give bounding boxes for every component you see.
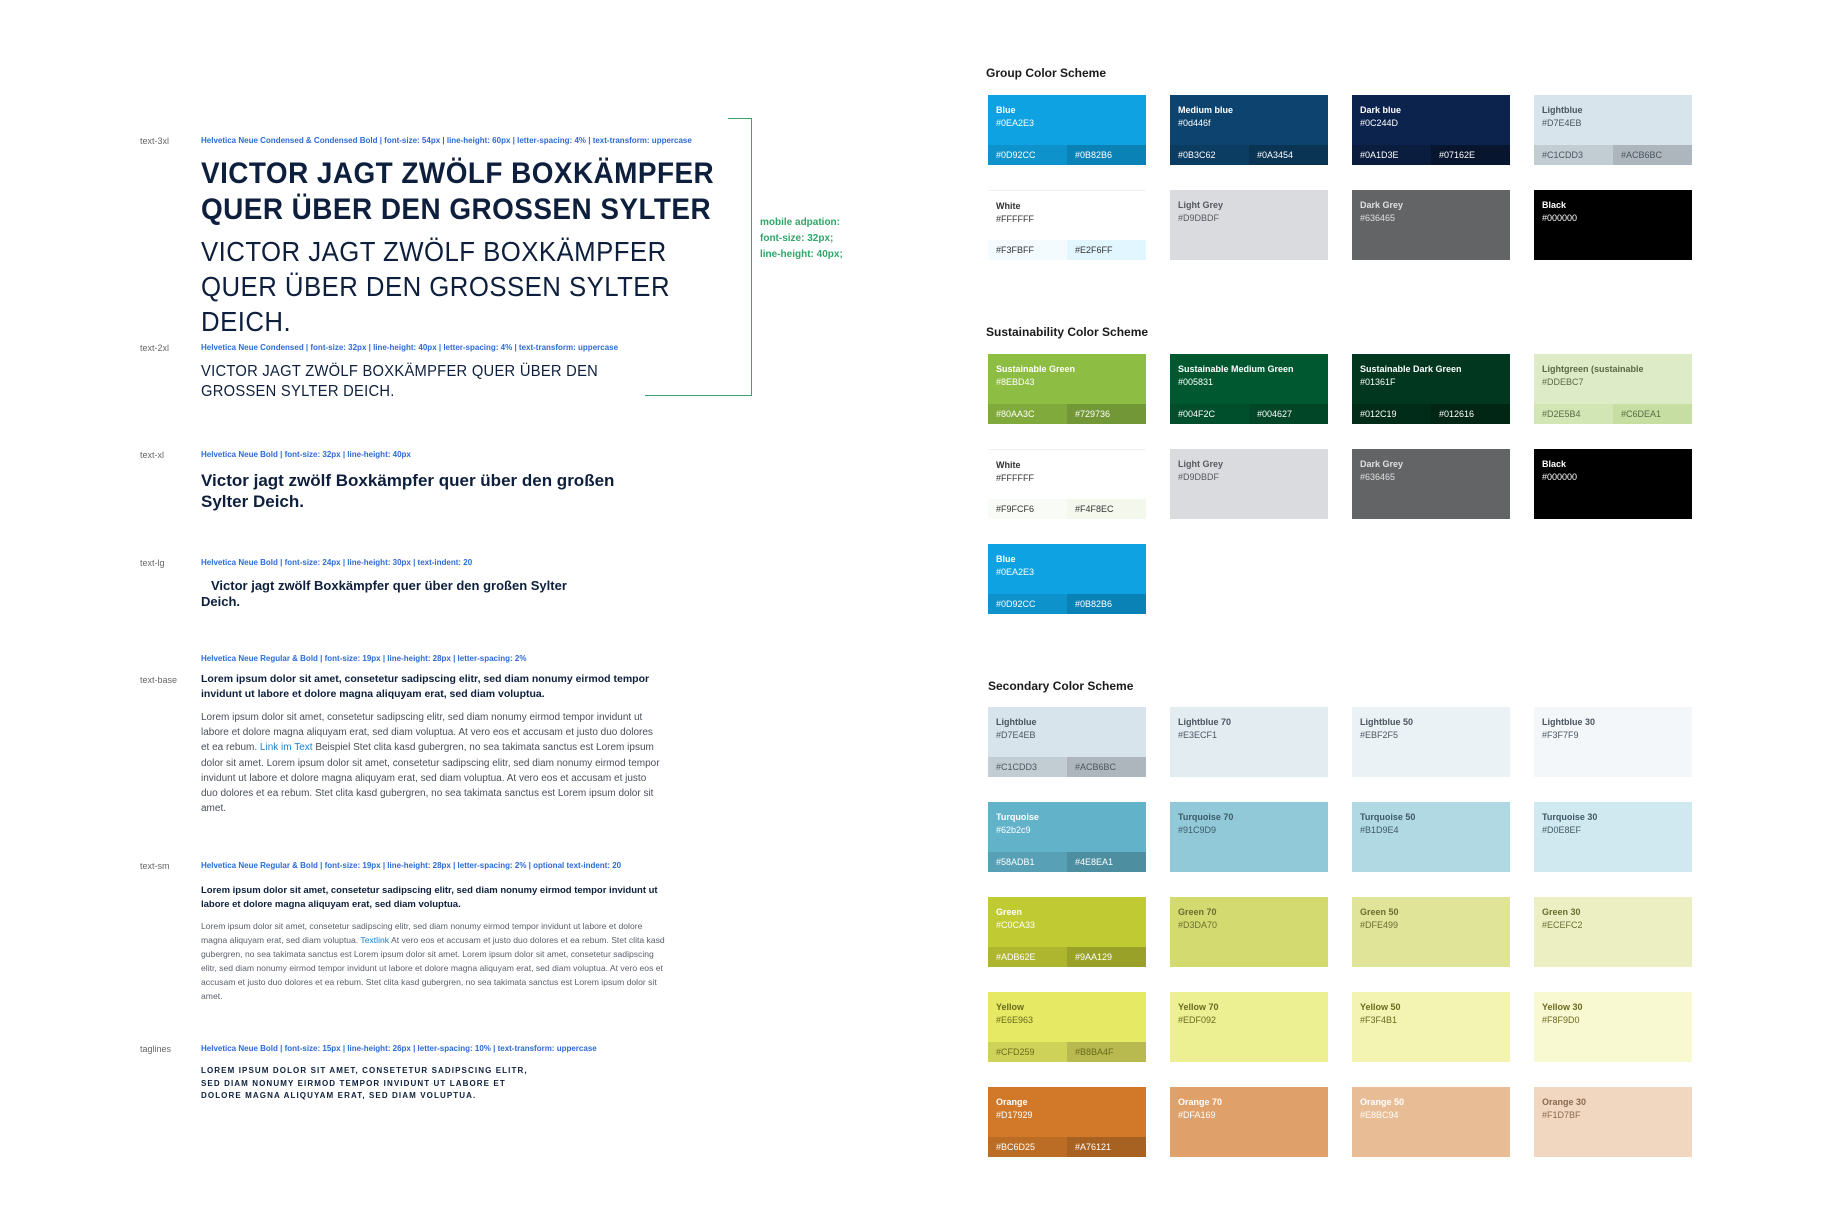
color-swatch-sustainable-dark-green	[1352, 354, 1510, 424]
swatch-tints	[988, 1137, 1146, 1157]
swatch-name: Yellow 70	[1178, 1002, 1219, 1012]
color-swatch-orange-70	[1170, 1087, 1328, 1157]
swatch-tints	[1534, 404, 1692, 424]
swatch-tints	[988, 240, 1146, 260]
swatch-name: Yellow	[996, 1002, 1025, 1012]
color-swatch-blue	[988, 95, 1146, 165]
swatch-hex: #C0CA33	[996, 920, 1036, 930]
color-swatch-green-30	[1534, 897, 1692, 967]
color-swatch-dark-grey	[1352, 449, 1510, 519]
tint-chip: #012616	[1431, 404, 1510, 424]
tint-chip: #B8BA4F	[1067, 1042, 1146, 1062]
swatch-hex: #62b2c9	[996, 825, 1031, 835]
tint-chip: #58ADB1	[988, 852, 1067, 872]
swatch-name: Black	[1542, 200, 1567, 210]
swatch-name: Turquoise 70	[1178, 812, 1234, 822]
tint-chip: #07162E	[1431, 145, 1510, 165]
color-swatch-sustainable-green	[988, 354, 1146, 424]
color-swatch-light-grey	[1170, 449, 1328, 519]
swatch-hex: #F8F9D0	[1542, 1015, 1580, 1025]
tint-chip: #F3FBFF	[988, 240, 1067, 260]
swatch-name: Blue	[996, 554, 1016, 564]
swatch-hex: #D7E4EB	[996, 730, 1036, 740]
swatch-tints	[988, 594, 1146, 614]
swatch-hex: #D9DBDF	[1178, 472, 1220, 482]
swatch-name: Orange 50	[1360, 1097, 1405, 1107]
swatch-hex: #ECEFC2	[1542, 920, 1583, 930]
swatch-name: Green 50	[1360, 907, 1399, 917]
color-swatch-green-50	[1352, 897, 1510, 967]
swatch-name: Green 30	[1542, 907, 1581, 917]
color-swatch-light-grey	[1170, 190, 1328, 260]
color-swatch-yellow-70	[1170, 992, 1328, 1062]
scheme-title-group: Group Color Scheme	[986, 66, 1107, 80]
spec-text-sm: Helvetica Neue Regular & Bold | font-size: 19px | line-height: 28px | letter-spacing: 2% | optional text-indent: 20	[201, 861, 622, 870]
swatch-hex: #F1D7BF	[1542, 1110, 1581, 1120]
swatch-hex: #FFFFFF	[996, 473, 1034, 483]
mobile-note-line: mobile adpation:	[760, 217, 840, 228]
swatch-hex: #636465	[1360, 472, 1396, 482]
tint-chip: #C6DEA1	[1613, 404, 1692, 424]
tint-chip: #C1CDD3	[988, 757, 1067, 777]
tint-chip: #0B82B6	[1067, 145, 1146, 165]
color-swatch-medium-blue	[1170, 95, 1328, 165]
tint-chip: #CFD259	[988, 1042, 1067, 1062]
color-swatch-orange	[988, 1087, 1146, 1157]
swatch-name: Orange	[996, 1097, 1028, 1107]
tint-chip: #012C19	[1352, 404, 1431, 424]
swatch-hex: #D17929	[996, 1110, 1033, 1120]
color-swatch-dark-grey	[1352, 190, 1510, 260]
swatch-name: Black	[1542, 459, 1567, 469]
tint-chip: #E2F6FF	[1067, 240, 1146, 260]
sample-text-xl: Victor jagt zwölf Boxkämpfer quer über den großen Sylter Deich.	[201, 471, 615, 511]
swatch-hex: #D0E8EF	[1542, 825, 1582, 835]
scheme-title-secondary: Secondary Color Scheme	[988, 679, 1134, 693]
swatch-hex: #F3F7F9	[1542, 730, 1579, 740]
swatch-hex: #0EA2E3	[996, 118, 1035, 128]
spec-text-base: Helvetica Neue Regular & Bold | font-size: 19px | line-height: 28px | letter-spacing: 2%	[201, 654, 527, 663]
swatch-name: White	[996, 201, 1021, 211]
sample-text-2xl: VICTOR JAGT ZWÖLF BOXKÄMPFER QUER ÜBER DEN GROSSEN SYLTER DEICH.	[201, 363, 599, 400]
scheme-title-sustainability: Sustainability Color Scheme	[986, 325, 1149, 339]
swatch-hex: #0d446f	[1178, 118, 1211, 128]
swatch-name: Lightblue	[1542, 105, 1583, 115]
swatch-tints	[988, 1042, 1146, 1062]
color-swatch-lightblue-30	[1534, 707, 1692, 777]
swatch-hex: #E3ECF1	[1178, 730, 1218, 740]
color-swatch-yellow	[988, 992, 1146, 1062]
row-label-text-2xl: text-2xl	[140, 343, 170, 353]
swatch-hex: #B1D9E4	[1360, 825, 1399, 835]
tint-chip: #729736	[1067, 404, 1146, 424]
swatch-hex: #01361F	[1360, 377, 1396, 387]
body-text: Lorem ipsum dolor sit amet, consetetur sadipscing elitr, sed diam nonumy eirmod tempor invidunt ut labore et dolore magna aliquyam erat, sed diam voluptua.	[201, 921, 643, 945]
swatch-tints	[1352, 404, 1510, 424]
swatch-name: Yellow 30	[1542, 1002, 1583, 1012]
swatch-tints	[988, 852, 1146, 872]
mobile-bracket-top	[728, 118, 752, 119]
spec-text-3xl: Helvetica Neue Condensed & Condensed Bold | font-size: 54px | line-height: 60px | letter-spacing: 4% | text-transform: uppercase	[201, 136, 692, 145]
tint-chip: #0B82B6	[1067, 594, 1146, 614]
tint-chip: #9AA129	[1067, 947, 1146, 967]
sample-text-3xl-regular: VICTOR JAGT ZWÖLF BOXKÄMPFER QUER ÜBER DEN GROSSEN SYLTER DEICH.	[201, 236, 671, 337]
swatch-hex: #EDF092	[1178, 1015, 1217, 1025]
swatch-tints	[1352, 145, 1510, 165]
color-swatch-black	[1534, 190, 1692, 260]
swatch-tints	[1170, 404, 1328, 424]
swatch-tints	[988, 145, 1146, 165]
row-label-text-3xl: text-3xl	[140, 136, 170, 146]
mobile-note-line: line-height: 40px;	[760, 249, 843, 260]
mobile-adaption-note	[760, 215, 843, 263]
tint-chip: #C1CDD3	[1534, 145, 1613, 165]
color-swatch-white	[988, 449, 1146, 519]
swatch-hex: #EBF2F5	[1360, 730, 1399, 740]
color-swatch-green-70	[1170, 897, 1328, 967]
swatch-name: Turquoise	[996, 812, 1039, 822]
swatch-name: Lightgreen (sustainable	[1542, 364, 1644, 374]
tint-chip: #0D92CC	[988, 145, 1067, 165]
tint-chip: #F4F8EC	[1067, 499, 1146, 519]
spec-text-lg: Helvetica Neue Bold | font-size: 24px | line-height: 30px | text-indent: 20	[201, 558, 473, 567]
spec-text-2xl: Helvetica Neue Condensed | font-size: 32px | line-height: 40px | letter-spacing: 4% | text-transform: uppercase	[201, 343, 619, 352]
sample-text-base-body	[201, 710, 661, 816]
sample-tagline: LOREM IPSUM DOLOR SIT AMET, CONSETETUR SADIPSCING ELITR, SED DIAM NONUMY EIRMOD TEMPOR INVIDUNT UT LABORE ET DOLORE MAGNA ALIQUYAM ERAT, SED DIAM VOLUPTUA.	[201, 1066, 528, 1100]
swatch-name: Green 70	[1178, 907, 1217, 917]
swatch-name: Lightblue	[996, 717, 1037, 727]
color-swatch-turquoise-70	[1170, 802, 1328, 872]
color-swatch-lightblue	[988, 707, 1146, 777]
color-swatch-lightgreen-sustainable	[1534, 354, 1692, 424]
swatch-hex: #DFE499	[1360, 920, 1399, 930]
color-swatch-lightblue-50	[1352, 707, 1510, 777]
swatch-name: Orange 70	[1178, 1097, 1223, 1107]
tint-chip: #D2E5B4	[1534, 404, 1613, 424]
swatch-hex: #636465	[1360, 213, 1396, 223]
sample-text-sm-body	[201, 919, 671, 1003]
swatch-tints	[988, 499, 1146, 519]
tint-chip: #ADB62E	[988, 947, 1067, 967]
swatch-tints	[988, 947, 1146, 967]
mobile-note-line: font-size: 32px;	[760, 233, 834, 244]
swatch-name: Light Grey	[1178, 459, 1224, 469]
color-swatch-green	[988, 897, 1146, 967]
swatch-hex: #91C9D9	[1178, 825, 1217, 835]
swatch-hex: #0EA2E3	[996, 567, 1035, 577]
row-label-text-xl: text-xl	[140, 450, 165, 460]
tint-chip: #ACB6BC	[1067, 757, 1146, 777]
swatch-tints	[988, 757, 1146, 777]
mobile-bracket-line	[751, 118, 752, 396]
color-swatch-yellow-30	[1534, 992, 1692, 1062]
tint-chip: #004627	[1249, 404, 1328, 424]
mobile-bracket-bottom	[645, 395, 752, 396]
swatch-name: White	[996, 460, 1021, 470]
swatch-name: Lightblue 50	[1360, 717, 1414, 727]
row-label-text-lg: text-lg	[140, 558, 165, 568]
color-swatch-turquoise-50	[1352, 802, 1510, 872]
swatch-hex: #000000	[1542, 213, 1578, 223]
tint-chip: #A76121	[1067, 1137, 1146, 1157]
swatch-hex: #005831	[1178, 377, 1214, 387]
color-swatch-turquoise	[988, 802, 1146, 872]
tint-chip: #004F2C	[1170, 404, 1249, 424]
spec-taglines: Helvetica Neue Bold | font-size: 15px | line-height: 26px | letter-spacing: 10% | text-transform: uppercase	[201, 1044, 597, 1053]
color-swatch-blue	[988, 544, 1146, 614]
swatch-name: Lightblue 70	[1178, 717, 1232, 727]
sample-text-3xl-bold: VICTOR JAGT ZWÖLF BOXKÄMPFER QUER ÜBER DEN GROSSEN SYLTER	[201, 157, 715, 226]
swatch-name: Dark Grey	[1360, 200, 1404, 210]
swatch-name: Turquoise 50	[1360, 812, 1416, 822]
sample-text-sm-bold: Lorem ipsum dolor sit amet, consetetur sadipscing elitr, sed diam nonumy eirmod tempor invidunt ut labore et dolore magna aliquyam erat, sed diam voluptua.	[201, 885, 658, 910]
swatch-hex: #DDEBC7	[1542, 377, 1584, 387]
swatch-name: Sustainable Green	[996, 364, 1076, 374]
sample-text-lg: Victor jagt zwölf Boxkämpfer quer über den großen Sylter Deich.	[201, 578, 567, 609]
row-label-text-base: text-base	[140, 675, 178, 685]
color-swatch-lightblue-70	[1170, 707, 1328, 777]
inline-text-link[interactable]: Link im Text	[259, 742, 313, 754]
sample-text-base-bold: Lorem ipsum dolor sit amet, consetetur sadipscing elitr, sed diam nonumy eirmod tempor invidunt ut labore et dolore magna aliquyam erat, sed diam voluptua.	[201, 673, 650, 700]
swatch-hex: #FFFFFF	[996, 214, 1034, 224]
color-swatch-orange-30	[1534, 1087, 1692, 1157]
color-swatch-dark-blue	[1352, 95, 1510, 165]
swatch-name: Lightblue 30	[1542, 717, 1596, 727]
swatch-name: Blue	[996, 105, 1016, 115]
swatch-hex: #D9DBDF	[1178, 213, 1220, 223]
tint-chip: #ACB6BC	[1613, 145, 1692, 165]
color-swatch-orange-50	[1352, 1087, 1510, 1157]
swatch-name: Sustainable Dark Green	[1360, 364, 1462, 374]
inline-text-link[interactable]: Textlink	[360, 935, 390, 945]
swatch-name: Sustainable Medium Green	[1178, 364, 1294, 374]
swatch-hex: #E6E963	[996, 1015, 1034, 1025]
color-swatch-turquoise-30	[1534, 802, 1692, 872]
body-text: At vero eos et accusam et justo duo dolores et ea rebum. Stet clita kasd gubergren, no sea takimata sanctus est Lorem ipsum dolor sit amet. Lorem ipsum dolor sit amet, consetetur sadipscing elitr, sed diam nonumy eirmod tempor invidunt ut labore et dolore magna aliquyam erat, sed diam voluptua. At vero eos et accusam et justo duo dolores et ea rebum. Stet clita kasd gubergren, no sea takimata sanctus est Lorem ipsum dolor sit amet.	[201, 935, 665, 1001]
tint-chip: #BC6D25	[988, 1137, 1067, 1157]
swatch-name: Green	[996, 907, 1023, 917]
swatch-hex: #0C244D	[1360, 118, 1399, 128]
swatch-name: Turquoise 30	[1542, 812, 1598, 822]
swatch-name: Dark blue	[1360, 105, 1402, 115]
tint-chip: #0A3454	[1249, 145, 1328, 165]
tint-chip: #80AA3C	[988, 404, 1067, 424]
color-swatch-black	[1534, 449, 1692, 519]
swatch-name: Yellow 50	[1360, 1002, 1401, 1012]
swatch-name: Light Grey	[1178, 200, 1224, 210]
swatch-name: Dark Grey	[1360, 459, 1404, 469]
tint-chip: #4E8EA1	[1067, 852, 1146, 872]
color-swatch-yellow-50	[1352, 992, 1510, 1062]
swatch-hex: #D3DA70	[1178, 920, 1218, 930]
swatch-hex: #E8BC94	[1360, 1110, 1399, 1120]
color-swatch-sustainable-medium-green	[1170, 354, 1328, 424]
tint-chip: #0B3C62	[1170, 145, 1249, 165]
swatch-tints	[1170, 145, 1328, 165]
row-label-text-sm: text-sm	[140, 861, 170, 871]
swatch-tints	[988, 404, 1146, 424]
tint-chip: #F9FCF6	[988, 499, 1067, 519]
tint-chip: #0D92CC	[988, 594, 1067, 614]
swatch-tints	[1534, 145, 1692, 165]
swatch-hex: #F3F4B1	[1360, 1015, 1398, 1025]
body-text: Lorem ipsum dolor sit amet, consetetur sadipscing elitr, sed diam nonumy eirmod tempor invidunt ut labore et dolore magna aliquyam erat, sed diam voluptua. At vero eos et accusam et justo duo dolores et ea rebum.	[201, 712, 653, 754]
spec-text-xl: Helvetica Neue Bold | font-size: 32px | line-height: 40px	[201, 450, 411, 459]
swatch-hex: #D7E4EB	[1542, 118, 1582, 128]
swatch-name: Medium blue	[1178, 105, 1234, 115]
swatch-hex: #DFA169	[1178, 1110, 1216, 1120]
swatch-hex: #8EBD43	[996, 377, 1035, 387]
row-label-taglines: taglines	[140, 1044, 172, 1054]
color-swatch-white	[988, 190, 1146, 260]
swatch-hex: #000000	[1542, 472, 1578, 482]
color-swatch-lightblue	[1534, 95, 1692, 165]
body-text: Beispiel Stet clita kasd gubergren, no sea takimata sanctus est Lorem ipsum dolor sit amet. Lorem ipsum dolor sit amet, consetetur sadipscing elitr, sed diam nonumy eirmod tempor invidunt ut labore et dolore magna aliquyam erat, sed diam voluptua. At vero eos et accusam et justo duo dolores et ea rebum. Stet clita kasd gubergren, no sea takimata sanctus est Lorem ipsum dolor sit amet.	[201, 742, 660, 815]
tint-chip: #0A1D3E	[1352, 145, 1431, 165]
swatch-name: Orange 30	[1542, 1097, 1587, 1107]
